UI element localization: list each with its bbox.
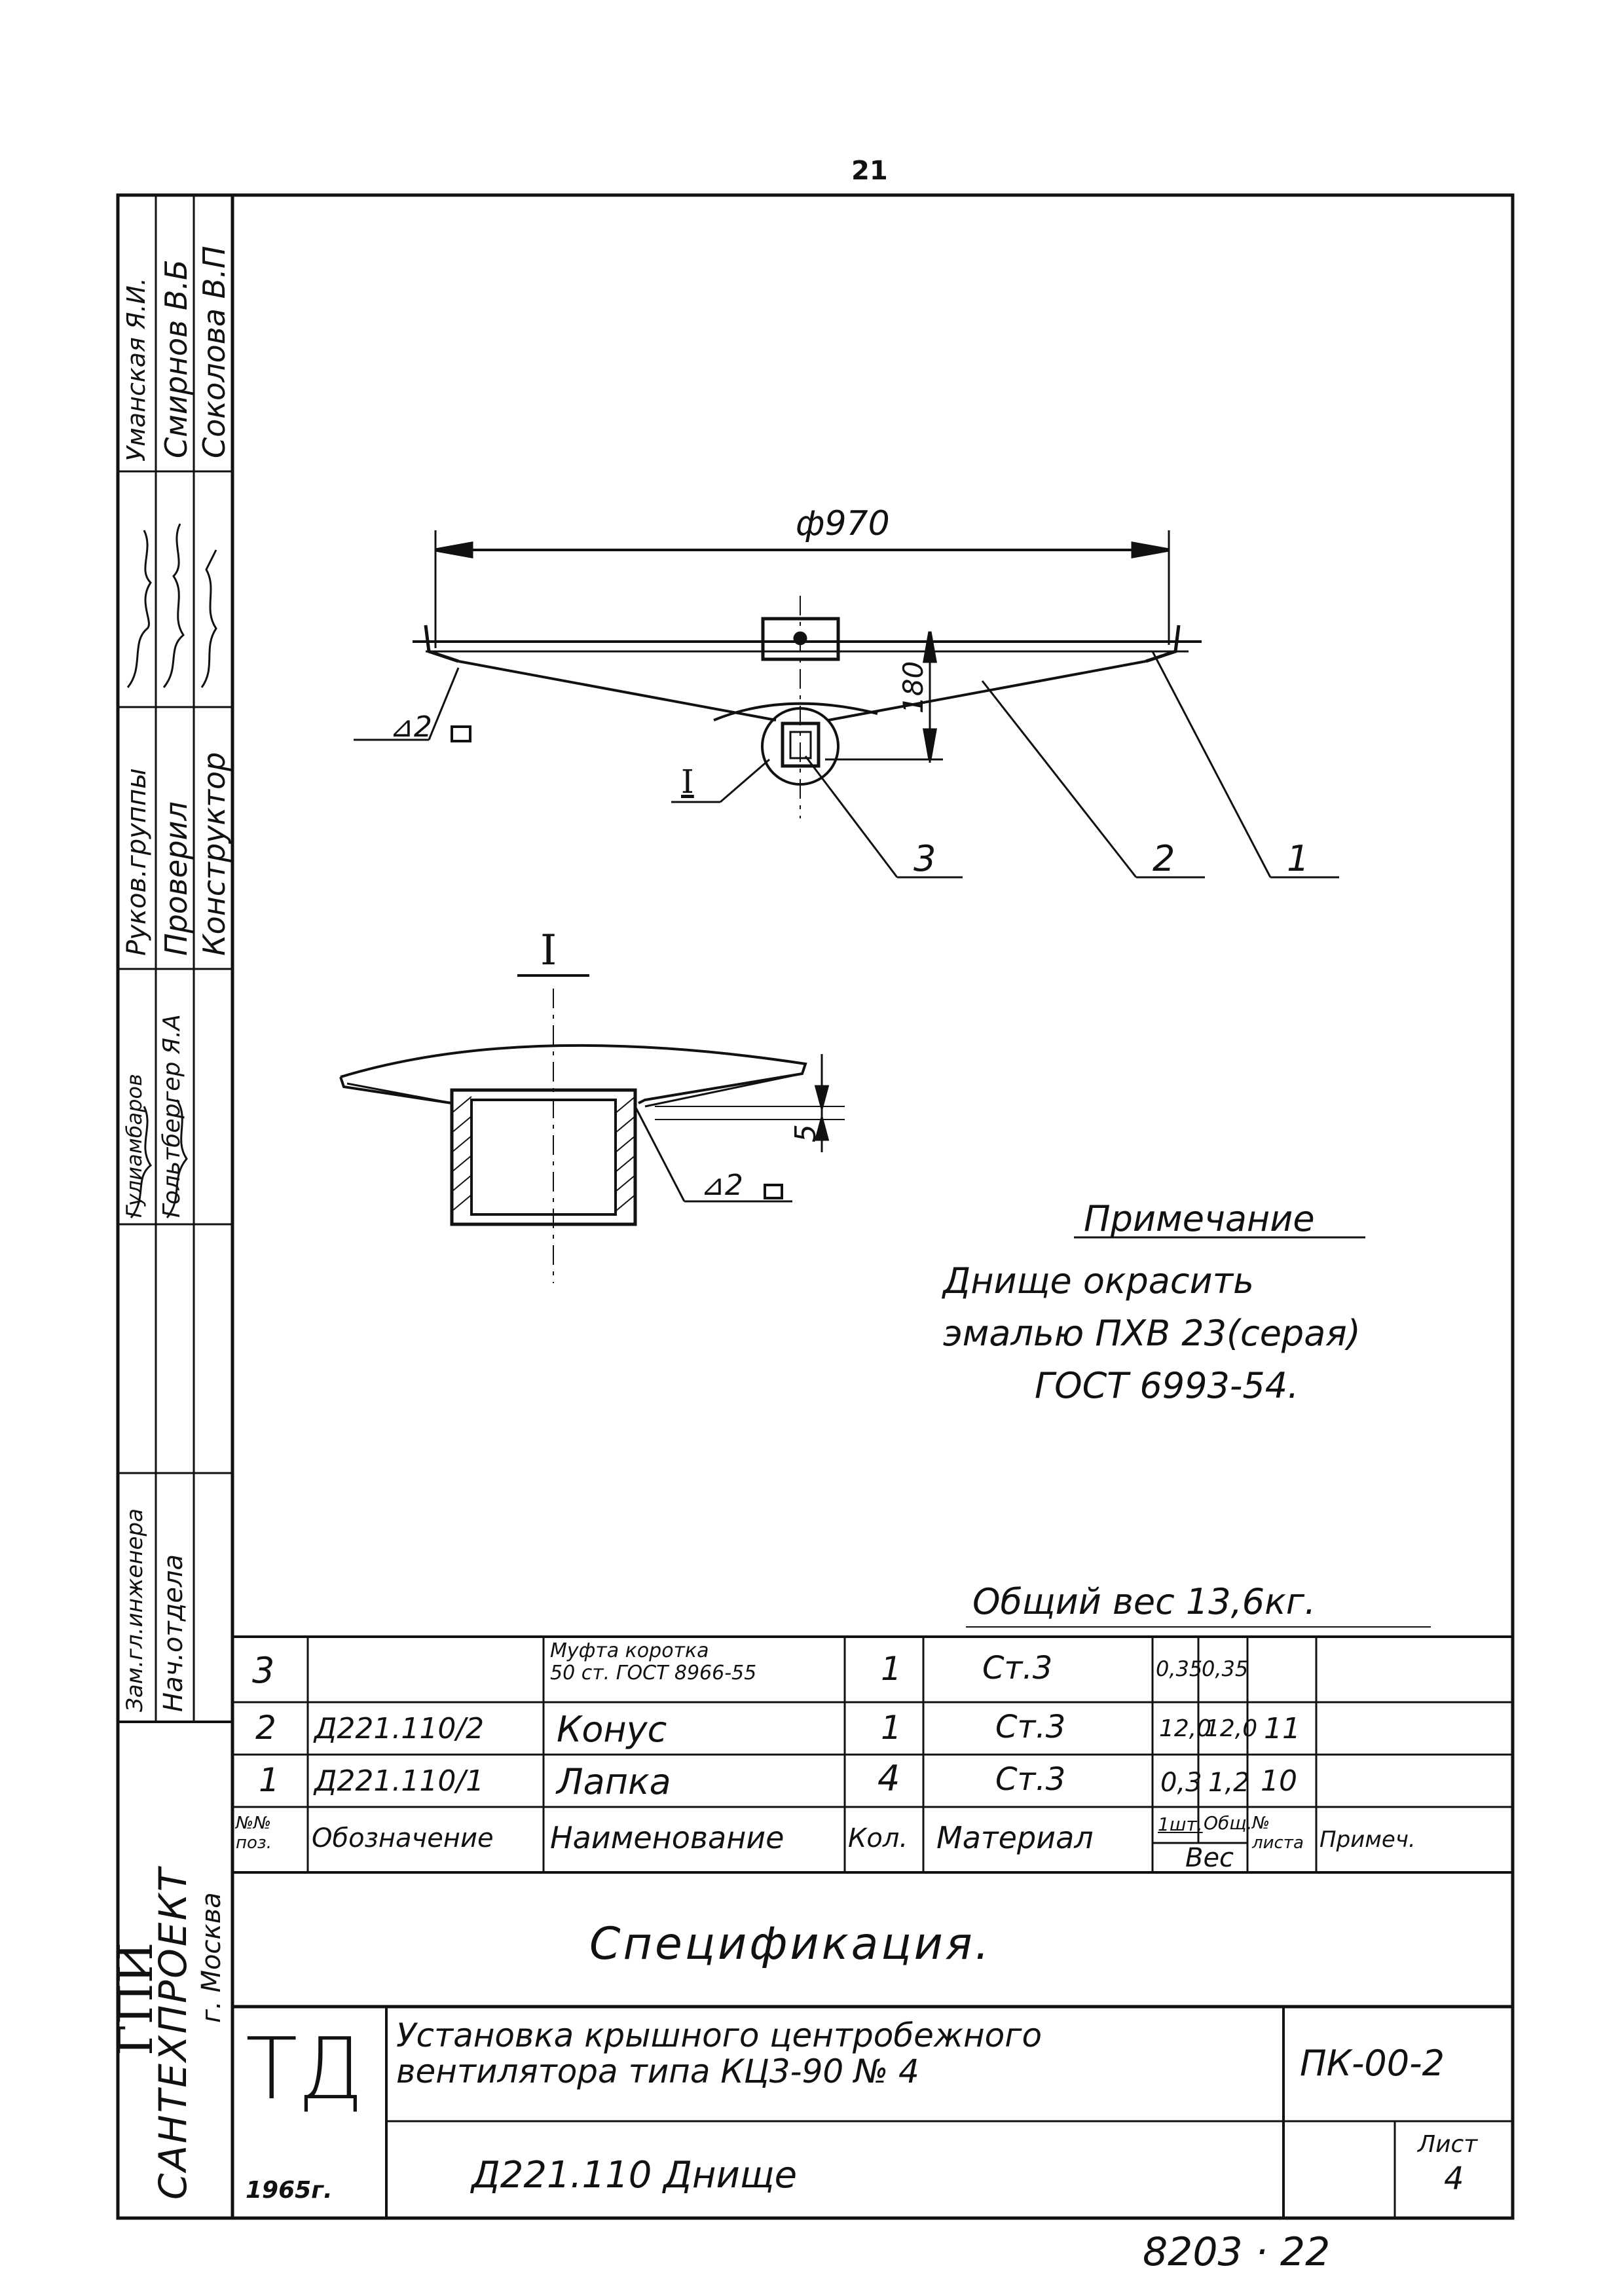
row1-pos: 1 bbox=[259, 1761, 280, 1799]
note-line-2: эмалью ПХВ 23(серая) bbox=[943, 1313, 1361, 1354]
title-code: ПК-00-2 bbox=[1300, 2043, 1445, 2084]
side-role-2: Проверил bbox=[158, 801, 194, 956]
side-name-3: Уманская Я.И. bbox=[122, 277, 151, 462]
weld-mark-main: ⊿2 bbox=[390, 710, 432, 744]
org-line-1: ГПИ bbox=[108, 1942, 163, 2056]
row1-material: Ст.3 bbox=[995, 1761, 1066, 1798]
side-role-1: Конструктор bbox=[196, 752, 232, 956]
detail-title: I bbox=[540, 926, 557, 975]
title-description-1: Установка крышного центробежного bbox=[396, 2016, 1043, 2054]
position-3-label: 3 bbox=[913, 838, 936, 879]
org-line-2: САНТЕХПРОЕКТ bbox=[151, 1866, 195, 2200]
header-note: Примеч. bbox=[1320, 1827, 1416, 1853]
side-name-5: Гулиамбаров bbox=[122, 1074, 147, 1218]
header-designation: Обозначение bbox=[312, 1823, 494, 1853]
row3-pos: 3 bbox=[252, 1650, 275, 1691]
title-subject: Д221.110 Днище bbox=[471, 2154, 798, 2196]
side-name-4: Гольтбергер Я.А bbox=[158, 1014, 185, 1218]
row2-material: Ст.3 bbox=[995, 1709, 1066, 1745]
row1-name: Лапка bbox=[557, 1761, 671, 1802]
note-title: Примечание bbox=[1084, 1198, 1315, 1239]
row2-name: Конус bbox=[557, 1709, 667, 1750]
note-line-3: ГОСТ 6993-54. bbox=[1035, 1365, 1299, 1406]
footer-number: 8203 · 22 bbox=[1143, 2229, 1331, 2275]
row2-weight-total: 12,0 bbox=[1205, 1715, 1258, 1742]
total-weight: Общий вес 13,6кг. bbox=[972, 1581, 1316, 1622]
dimension-gap: 5 bbox=[789, 1124, 822, 1142]
side-name-1: Соколова В.П bbox=[196, 246, 232, 458]
note-line-1: Днище окрасить bbox=[943, 1260, 1254, 1302]
row1-qty: 4 bbox=[877, 1758, 900, 1799]
row3-weight-total: 0,35 bbox=[1202, 1656, 1249, 1681]
side-name-2: Смирнов В.Б bbox=[158, 259, 194, 458]
header-weight-one: 1шт. bbox=[1158, 1813, 1203, 1835]
title-description-2: вентилятора типа КЦ3-90 № 4 bbox=[396, 2052, 919, 2090]
detail-callout: I bbox=[681, 763, 694, 801]
row1-sheet: 10 bbox=[1261, 1764, 1297, 1798]
header-sheet: № листа bbox=[1252, 1813, 1304, 1853]
side-role-5: Зам.гл.инженера bbox=[122, 1508, 148, 1712]
signatures bbox=[118, 471, 232, 1473]
position-2-label: 2 bbox=[1153, 838, 1175, 879]
row3-material: Ст.3 bbox=[982, 1650, 1053, 1686]
row3-weight-one: 0,35 bbox=[1156, 1656, 1203, 1681]
side-role-4: Нач.отдела bbox=[158, 1554, 189, 1712]
row2-weight-one: 12,0 bbox=[1159, 1715, 1212, 1742]
weld-mark-detail: ⊿2 bbox=[701, 1169, 743, 1202]
row3-name: Муфта коротка 50 ст. ГОСТ 8966-55 bbox=[550, 1639, 757, 1685]
row2-pos: 2 bbox=[255, 1709, 276, 1747]
header-name: Наименование bbox=[550, 1820, 784, 1855]
sheet-number: 4 bbox=[1444, 2160, 1464, 2197]
side-role-3: Руков.группы bbox=[122, 768, 152, 956]
header-pos: №№ поз. bbox=[236, 1813, 272, 1853]
row1-designation: Д221.110/1 bbox=[314, 1764, 485, 1798]
page-number: 21 bbox=[851, 156, 888, 186]
row1-weight-one: 0,3 bbox=[1160, 1768, 1202, 1798]
row2-qty: 1 bbox=[881, 1709, 902, 1747]
header-weight-total: Общ. bbox=[1204, 1812, 1253, 1834]
title-year: 1965г. bbox=[246, 2177, 333, 2204]
sheet-frame bbox=[232, 195, 1513, 2218]
dimension-diameter: ф970 bbox=[796, 504, 890, 543]
logo-td: ТД bbox=[246, 2019, 364, 2119]
sheet-label: Лист bbox=[1418, 2131, 1478, 2158]
header-material: Материал bbox=[936, 1820, 1094, 1855]
org-line-3: г. Москва bbox=[196, 1892, 227, 2023]
row2-designation: Д221.110/2 bbox=[314, 1712, 485, 1745]
position-1-label: 1 bbox=[1287, 838, 1310, 879]
row2-sheet: 11 bbox=[1264, 1712, 1301, 1745]
dimension-height: 180 bbox=[897, 661, 929, 714]
row3-qty: 1 bbox=[881, 1650, 902, 1688]
spec-title: Спецификация. bbox=[589, 1918, 992, 1970]
row1-weight-total: 1,2 bbox=[1208, 1768, 1250, 1798]
header-qty: Кол. bbox=[848, 1823, 908, 1853]
header-weight: Вес bbox=[1185, 1843, 1234, 1873]
